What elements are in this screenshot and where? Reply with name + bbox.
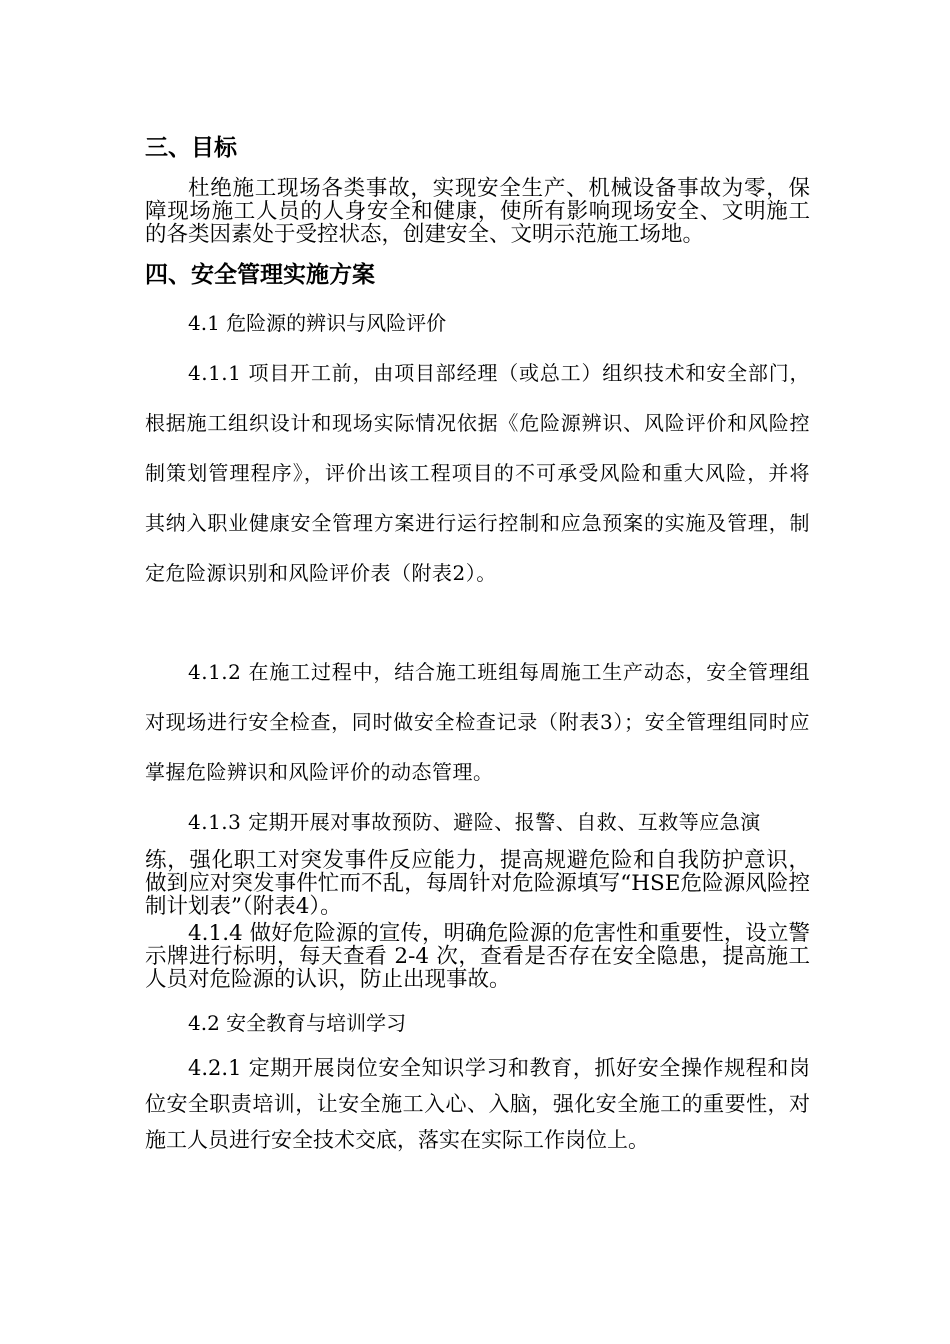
paragraph-4-1-3-first-line: 4.1.3 定期开展对事故预防、避险、报警、自救、互救等应急演	[188, 810, 761, 834]
paragraph-4-2-1: 4.2.1 定期开展岗位安全知识学习和教育，抓好安全操作规程和岗位安全职责培训，让安全施工入心、入脑，强化安全施工的重要性，对施工人员进行安全技术交底，落实在实际工作岗位上。	[145, 1056, 810, 1152]
paragraph-4-1-3-continued: 练，强化职工对突发事件反应能力，提高规避危险和自我防护意识，做到应对突发事件忙而不乱，每周针对危险源填写“HSE危险源风险控制计划表”（附表4）。	[145, 848, 810, 919]
paragraph-4-1-4: 4.1.4 做好危险源的宣传，明确危险源的危害性和重要性，设立警示牌进行标明，每天查看 2-4 次，查看是否存在安全隐患，提高施工人员对危险源的认识，防止出现事故。	[145, 921, 810, 992]
subsection-4-1-title: 4.1 危险源的辨识与风险评价	[188, 311, 447, 335]
section-3-body: 杜绝施工现场各类事故，实现安全生产、机械设备事故为零，保障现场施工人员的人身安全和健康，使所有影响现场安全、文明施工的各类因素处于受控状态，创建安全、文明示范施工场地。	[145, 176, 810, 247]
subsection-4-2-title: 4.2 安全教育与培训学习	[188, 1011, 407, 1035]
section-4-heading: 四、安全管理实施方案	[145, 262, 375, 288]
paragraph-4-1-1: 4.1.1 项目开工前，由项目部经理（或总工）组织技术和安全部门，根据施工组织设计和现场实际情况依据《危险源辨识、风险评价和风险控制策划管理程序》，评价出该工程项目的不可承受风险和重大风险，并将其纳入职业健康安全管理方案进行运行控制和应急预案的实施及管理，制定危险源识别和风险评价表（附表2）。	[145, 361, 810, 585]
paragraph-4-1-2: 4.1.2 在施工过程中，结合施工班组每周施工生产动态，安全管理组对现场进行安全检查，同时做安全检查记录（附表3）；安全管理组同时应掌握危险辨识和风险评价的动态管理。	[145, 660, 810, 784]
section-3-heading: 三、目标	[145, 135, 237, 161]
